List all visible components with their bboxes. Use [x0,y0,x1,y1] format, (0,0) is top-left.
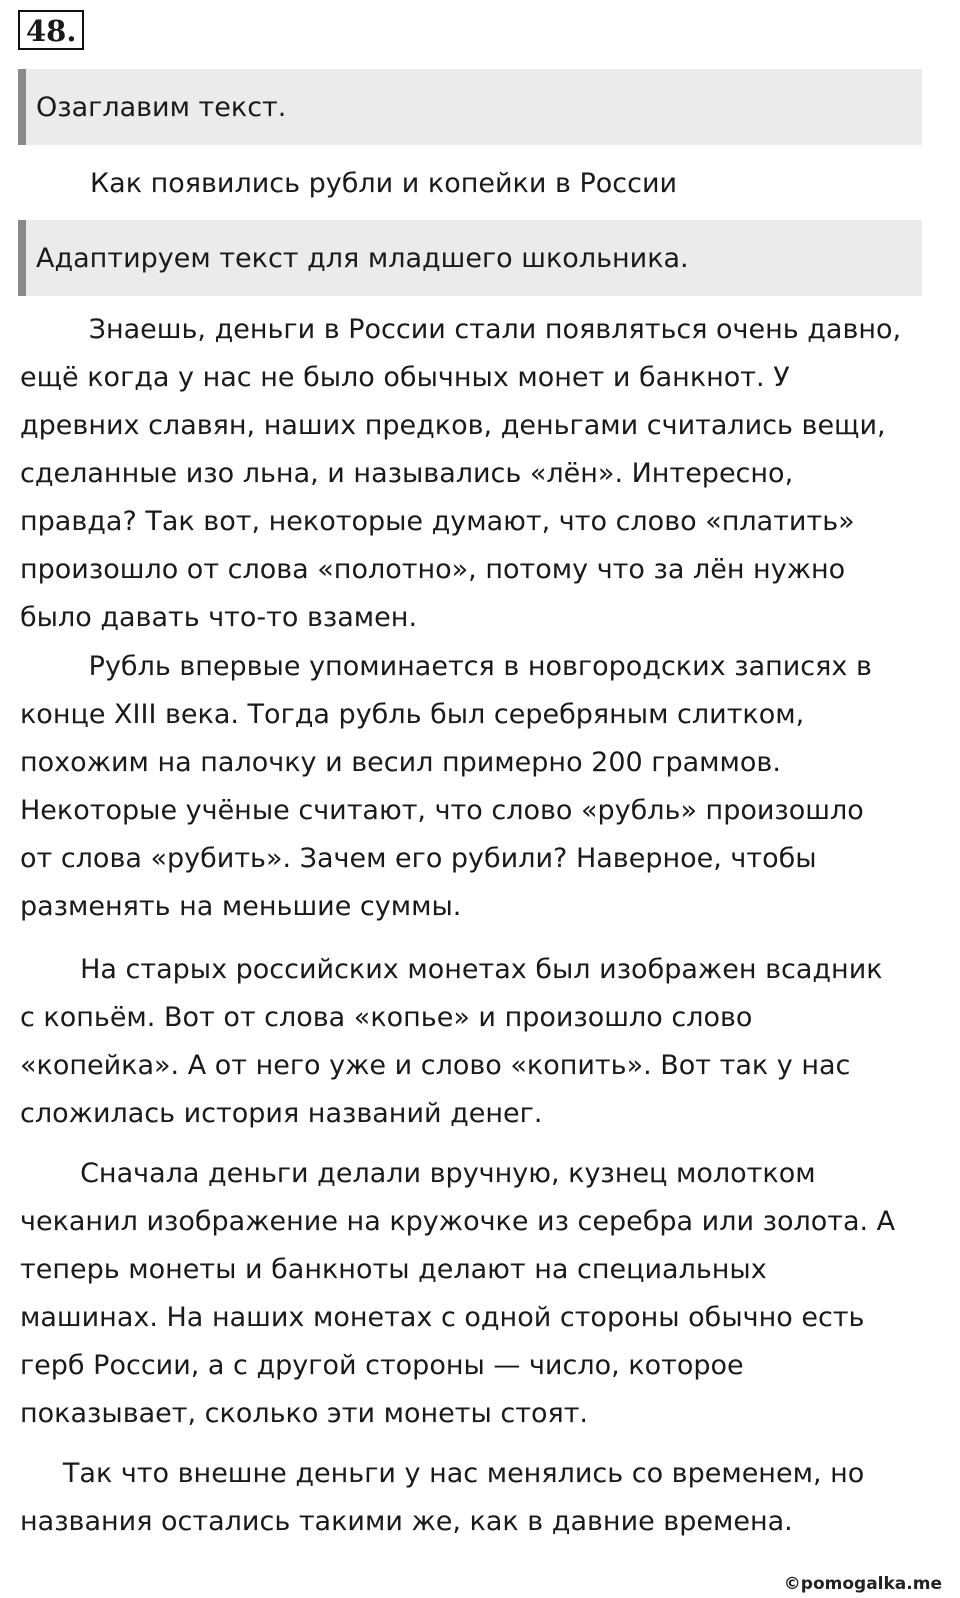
text-line: названия остались такими же, как в давние времена. [20,1506,793,1537]
text-line: сложилась история названий денег. [20,1098,543,1129]
paragraph-1 [20,306,950,642]
paragraph-5 [20,1450,950,1546]
text-line: от слова «рубить». Зачем его рубили? Наверное, чтобы [20,843,817,874]
text-line: теперь монеты и банкноты делают на специальных [20,1254,767,1285]
text-line: На старых российских монетах был изображен всадник [20,954,883,985]
text-line: Знаешь, деньги в России стали появляться очень давно, [20,314,902,345]
paragraph-2 [20,643,950,931]
task-number: 48. [18,10,84,50]
text-line: Так что внешне деньги у нас менялись со временем, но [20,1458,865,1489]
text-line: было давать что-то взамен. [20,602,418,633]
text-line: похожим на палочку и весил примерно 200 граммов. [20,747,781,778]
watermark: ©pomogalka.me [783,1574,942,1594]
text-line: машинах. На наших монетах с одной стороны обычно есть [20,1302,865,1333]
text-line: чеканил изображение на кружочке из серебра или золота. А [20,1206,896,1237]
text-line: разменять на меньшие суммы. [20,891,462,922]
text-line: древних славян, наших предков, деньгами считались вещи, [20,410,886,441]
text-line: Сначала деньги делали вручную, кузнец молотком [20,1158,816,1189]
text-title: Как появились рубли и копейки в России [90,168,678,199]
paragraph-4 [20,1150,950,1438]
instruction-banner-adapt [18,220,922,296]
text-line: сделанные изо льна, и назывались «лён». Интересно, [20,458,794,489]
instruction-banner-title [18,69,922,145]
text-line: с копьём. Вот от слова «копье» и произошло слово [20,1002,753,1033]
text-line: Рубль впервые упоминается в новгородских записях в [20,651,872,682]
text-line: «копейка». А от него уже и слово «копить». Вот так у нас [20,1050,851,1081]
text-line: показывает, сколько эти монеты стоят. [20,1398,589,1429]
instruction-text: Озаглавим текст. [36,91,287,123]
text-line: ещё когда у нас не было обычных монет и банкнот. У [20,362,790,393]
text-line: произошло от слова «полотно», потому что за лён нужно [20,554,846,585]
paragraph-3 [20,946,950,1138]
text-line: герб России, а с другой стороны — число, которое [20,1350,744,1381]
instruction-text: Адаптируем текст для младшего школьника. [36,242,689,274]
text-line: Некоторые учёные считают, что слово «рубль» произошло [20,795,864,826]
text-line: правда? Так вот, некоторые думают, что слово «платить» [20,506,855,537]
text-line: конце XIII века. Тогда рубль был серебряным слитком, [20,699,805,730]
